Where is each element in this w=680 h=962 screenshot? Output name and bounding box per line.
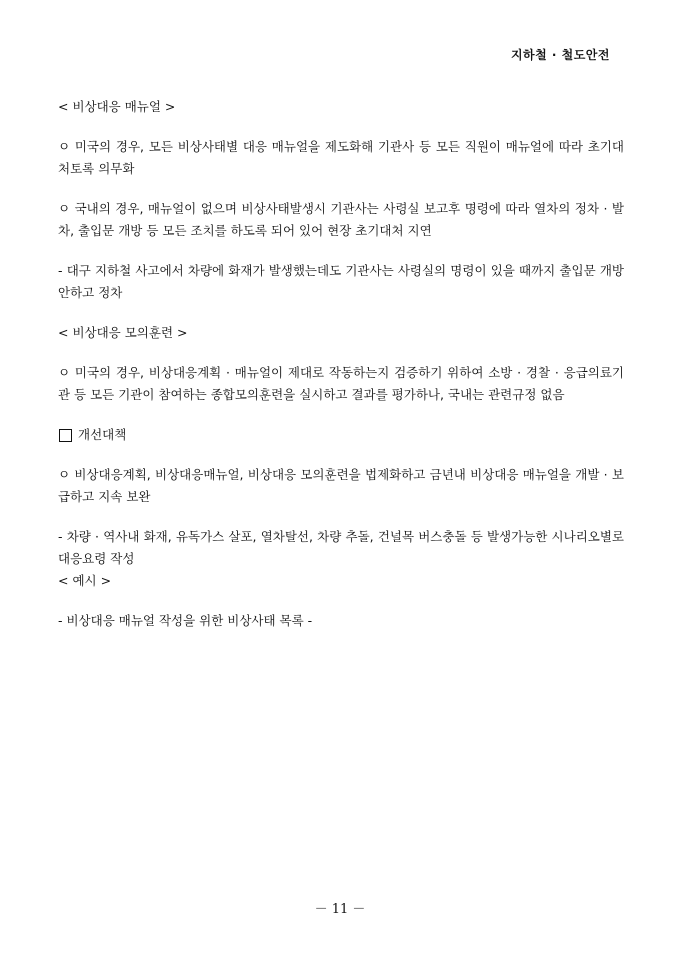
- improvement-heading: [58, 424, 624, 446]
- paragraph-daegu-incident: - 대구 지하철 사고에서 차량에 화재가 발생했는데도 기관사는 사령실의 명령이 있을 때까지 출입문 개방 안하고 정차: [58, 263, 624, 300]
- paragraph-scenarios: - 차량 · 역사내 화재, 유독가스 살포, 열차탈선, 차량 추돌, 건널목 버스충돌 등 발생가능한 시나리오별로 대응요령 작성: [58, 529, 624, 566]
- paragraph-us-manual: ㅇ 미국의 경우, 모든 비상사태별 대응 매뉴얼을 제도화해 기관사 등 모든 직원이 매뉴얼에 따라 초기대처토록 의무화: [58, 139, 624, 176]
- example-label: < 예시 >: [58, 573, 112, 588]
- improvement-heading-label: 개선대책: [78, 427, 127, 442]
- emergency-list-title: - 비상대응 매뉴얼 작성을 위한 비상사태 목록 -: [58, 613, 313, 628]
- paragraph-us-drill: ㅇ 미국의 경우, 비상대응계획 · 매뉴얼이 제대로 작동하는지 검증하기 위하여 소방 · 경찰 · 응급의료기관 등 모든 기관이 참여하는 종합모의훈련을 실시하고 결과를 평가하나, 국내는 관련규정 없음: [58, 365, 624, 402]
- paragraph-korea-manual: ㅇ 국내의 경우, 매뉴얼이 없으며 비상사태발생시 기관사는 사령실 보고후 명령에 따라 열차의 정차 · 발차, 출입문 개방 등 모든 조치를 하도록 되어 있어 현장 초기대처 지연: [58, 201, 624, 238]
- paragraph-legislation: ㅇ 비상대응계획, 비상대응매뉴얼, 비상대응 모의훈련을 법제화하고 금년내 비상대응 매뉴얼을 개발 · 보급하고 지속 보완: [58, 467, 624, 504]
- section-heading-drill: < 비상대응 모의훈련 >: [58, 325, 188, 340]
- section-heading-manual: < 비상대응 매뉴얼 >: [58, 99, 176, 114]
- page-number: － 11 －: [314, 902, 366, 917]
- checkbox-square-icon: [59, 429, 72, 442]
- document-body: [58, 96, 624, 632]
- running-header: 지하철 · 철도안전: [510, 48, 610, 62]
